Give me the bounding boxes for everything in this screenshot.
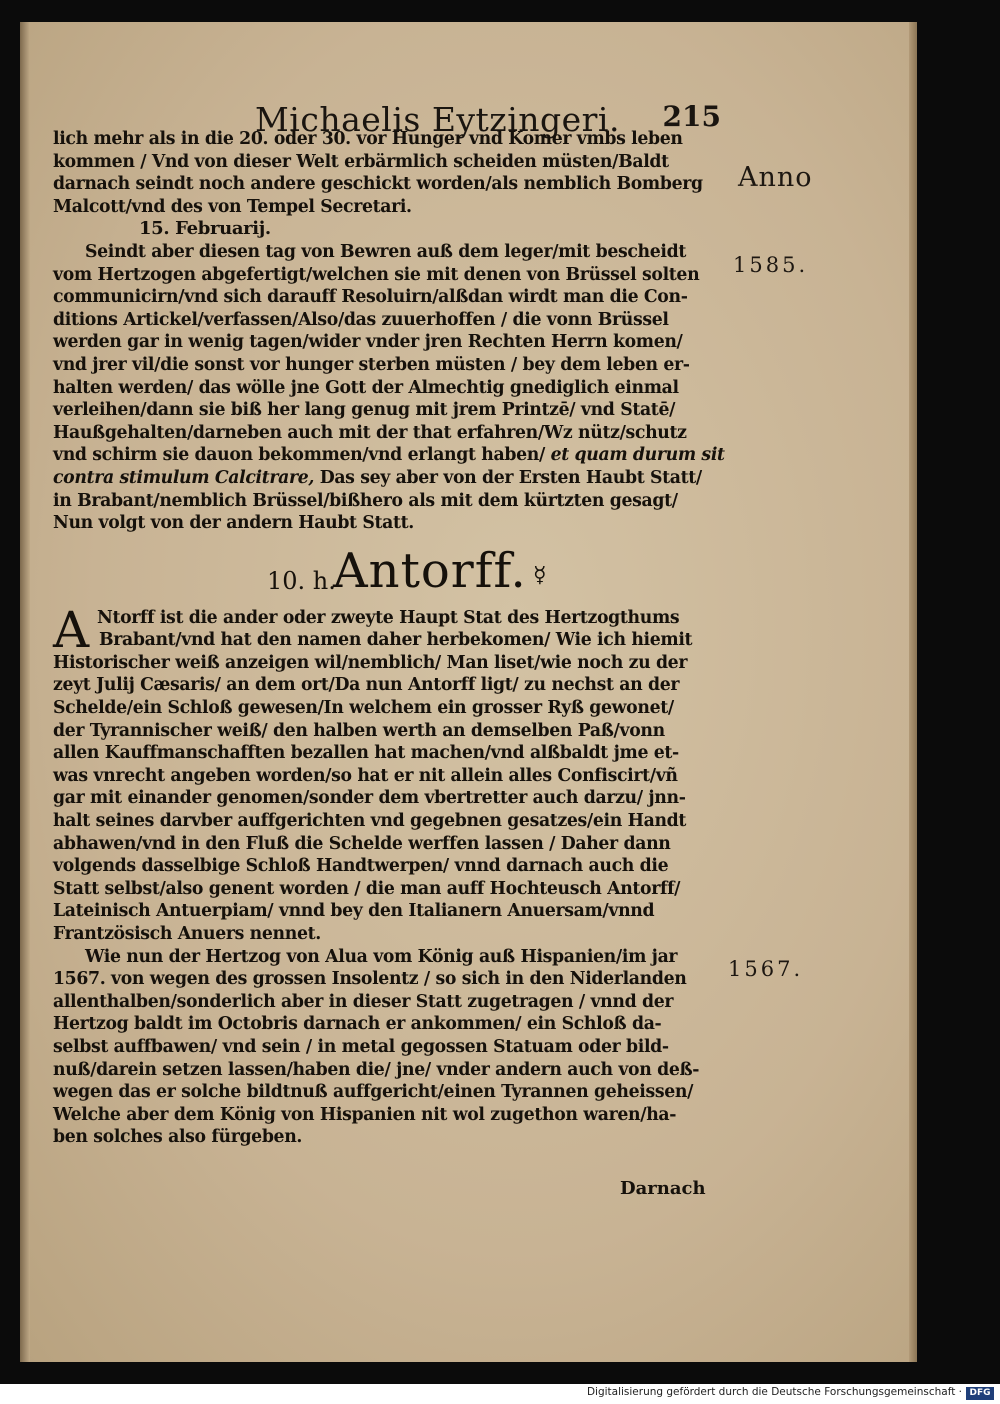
dfg-logo: DFG — [966, 1387, 994, 1400]
mercury-symbol-icon: ☿ — [533, 562, 547, 588]
text-line: der Tyrannischer weiß/ den halben werth an demselben Paß/vonn — [53, 720, 665, 741]
text-line: Seindt aber diesen tag von Bewren auß dem leger/mit bescheidt — [85, 241, 686, 262]
marginal-anno: Anno — [738, 162, 813, 193]
text-line: werden gar in wenig tagen/wider vnder jren Rechten Herrn komen/ — [53, 332, 683, 353]
text-line: wegen das er solche bildtnuß auffgericht/einen Tyrannen geheissen/ — [53, 1082, 694, 1103]
text-line: in Brabant/nemblich Brüssel/bißhero als mit dem kürtzten gesagt/ — [53, 490, 678, 511]
text-line: lich mehr als in die 20. oder 30. vor Hunger vnd Komer vmbs leben — [53, 129, 683, 149]
section-marker: 10. h. — [267, 566, 336, 595]
book-page — [20, 22, 917, 1362]
text-line: halt seines darvber auffgerichten vnd gegebnen gesatzes/ein Handt — [53, 811, 687, 832]
text-fragment: vnd schirm sie dauon bekommen/vnd erlangt haben/ — [53, 445, 545, 466]
text-line: selbst auffbawen/ vnd sein / in metal gegossen Statuam oder bild- — [53, 1036, 669, 1057]
text-line: was vnrecht angeben worden/so hat er nit allein alles Confiscirt/vñ — [53, 765, 678, 786]
text-line: Haußgehalten/darneben auch mit der that erfahren/Wz nütz/schutz — [53, 422, 687, 443]
running-head: Michaelis Eytzingeri. — [255, 100, 620, 139]
text-line: Statt selbst/also genent worden / die man auff Hochteusch Antorff/ — [53, 878, 681, 899]
text-fragment: Das sey aber von der Ersten Haubt Statt/ — [314, 467, 702, 488]
catchword: Darnach — [620, 1178, 706, 1199]
text-line: gar mit einander genomen/sonder dem vbertretter auch darzu/ jnn- — [53, 788, 686, 809]
text-line: ben solches also fürgeben. — [53, 1127, 303, 1148]
page-number: 215 — [662, 100, 721, 133]
text-line: halten werden/ das wölle jne Gott der Almechtig gnediglich einmal — [53, 377, 679, 398]
text-line: Brabant/vnd hat den namen daher herbekomen/ Wie ich hiemit — [99, 630, 693, 651]
page-gutter — [20, 22, 30, 1362]
text-line: Nun volgt von der andern Haubt Statt. — [53, 513, 414, 534]
latin-phrase: et quam durum sit — [550, 445, 725, 466]
text-line: abhawen/vnd in den Fluß die Schelde werffen lassen / Daher dann — [53, 833, 671, 854]
drop-cap: A — [53, 600, 89, 659]
text-line: volgends dasselbige Schloß Handtwerpen/ vnnd darnach auch die — [53, 856, 669, 877]
section-title: Antorff. — [333, 542, 527, 599]
text-line: zeyt Julij Cæsaris/ an dem ort/Da nun Antorff ligt/ zu nechst an der — [53, 675, 680, 696]
text-line: kommen / Vnd von dieser Welt erbärmlich scheiden müsten/Baldt — [53, 151, 669, 172]
latin-phrase: contra stimulum Calcitrare, — [53, 467, 315, 488]
text-line: Wie nun der Hertzog von Alua vom König auß Hispanien/im jar — [85, 946, 678, 967]
text-line: Lateinisch Antuerpiam/ vnnd bey den Italianern Anuersam/vnnd — [53, 901, 655, 922]
text-line: Schelde/ein Schloß gewesen/In welchem ein grosser Ryß gewonet/ — [53, 698, 674, 719]
text-line: vnd jrer vil/die sonst vor hunger sterben müsten / bey dem leben er- — [53, 354, 690, 375]
text-line: Welche aber dem König von Hispanien nit wol zugethon waren/ha- — [53, 1104, 677, 1125]
footer-bar — [0, 1384, 1000, 1404]
body-text — [53, 128, 733, 1149]
marginal-year-1585: 1585. — [733, 253, 809, 277]
text-line: Hertzog baldt im Octobris darnach er ankommen/ ein Schloß da- — [53, 1014, 662, 1035]
date-heading: 15. Februarij. — [139, 218, 271, 240]
text-line: Malcott/vnd des von Tempel Secretari. — [53, 196, 412, 217]
text-line: communicirn/vnd sich darauff Resoluirn/alßdan wirdt man die Con- — [53, 287, 688, 308]
text-line: ditions Artickel/verfassen/Also/das zuuerhoffen / die vonn Brüssel — [53, 309, 669, 330]
text-fragment: Ntorff ist die ander oder zweyte Haupt Stat des Hertzogthums — [97, 607, 680, 628]
marginal-year-1567: 1567. — [728, 957, 804, 981]
section-heading — [53, 535, 733, 607]
text-line: darnach seindt noch andere geschickt worden/als nemblich Bomberg — [53, 174, 703, 195]
text-line: verleihen/dann sie biß her lang genug mit jrem Printzē/ vnd Statē/ — [53, 400, 676, 421]
text-line: allen Kauffmanschafften bezallen hat machen/vnd alßbaldt jme et- — [53, 743, 679, 764]
footer-credit: Digitalisierung gefördert durch die Deutsche Forschungsgemeinschaft · — [586, 1386, 962, 1398]
text-line: nuß/darein setzen lassen/haben die/ jne/ vnder andern auch von deß- — [53, 1059, 700, 1080]
text-line: allenthalben/sonderlich aber in dieser Statt zugetragen / vnnd der — [53, 991, 674, 1012]
text-line — [53, 467, 733, 490]
text-line — [53, 444, 733, 467]
text-line: vom Hertzogen abgefertigt/welchen sie mit denen von Brüssel solten — [53, 264, 700, 285]
text-line: 1567. von wegen des grossen Insolentz / so sich in den Niderlanden — [53, 969, 687, 990]
page-edge — [909, 22, 917, 1362]
text-line: Frantzösisch Anuers nennet. — [53, 924, 321, 944]
text-line: Historischer weiß anzeigen wil/nemblich/ Man liset/wie noch zu der — [53, 652, 688, 673]
